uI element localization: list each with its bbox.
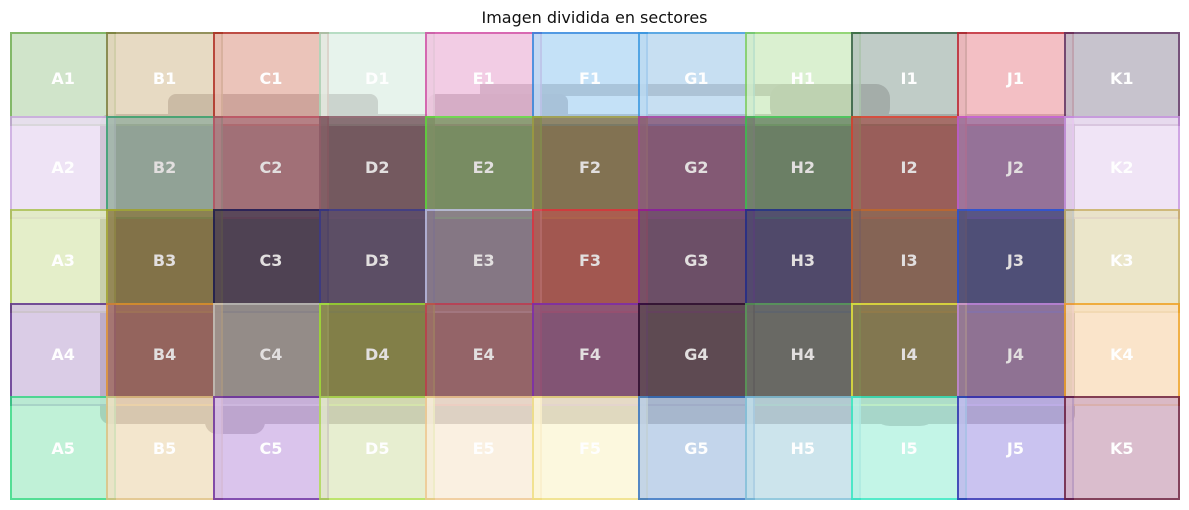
sector-i5	[851, 396, 967, 500]
sector-label: G1	[684, 69, 709, 89]
sector-a1	[10, 32, 116, 126]
sector-label: J5	[1006, 438, 1024, 458]
chart-title: Imagen dividida en sectores	[481, 8, 708, 27]
sector-label: K5	[1110, 438, 1134, 458]
sector-b4	[106, 303, 222, 407]
sector-label: J2	[1006, 157, 1024, 177]
sector-label: A4	[51, 345, 75, 365]
sector-label: H4	[790, 345, 815, 365]
sector-label: J4	[1006, 345, 1024, 365]
sector-label: G4	[684, 345, 709, 365]
sector-g5	[638, 396, 754, 500]
sector-i2	[851, 116, 967, 220]
sector-c4	[213, 303, 329, 407]
sector-label: K2	[1110, 157, 1134, 177]
sector-g3	[638, 209, 754, 313]
sector-label: B4	[152, 345, 177, 365]
sector-h2	[745, 116, 861, 220]
sector-k1	[1064, 32, 1180, 126]
sector-label: C2	[259, 157, 283, 177]
sector-h4	[745, 303, 861, 407]
sector-label: H5	[790, 438, 815, 458]
sector-b3	[106, 209, 222, 313]
sector-label: E1	[472, 69, 495, 89]
sector-label: G2	[684, 157, 709, 177]
sector-i4	[851, 303, 967, 407]
sector-b2	[106, 116, 222, 220]
sector-e1	[425, 32, 541, 126]
sector-e5	[425, 396, 541, 500]
sector-label: B5	[152, 438, 177, 458]
sector-k3	[1064, 209, 1180, 313]
sector-d3	[319, 209, 435, 313]
sector-label: H1	[790, 69, 815, 89]
sector-g4	[638, 303, 754, 407]
sector-f2	[532, 116, 648, 220]
sector-label: E3	[472, 251, 495, 271]
sector-label: F5	[578, 438, 602, 458]
sector-label: A1	[51, 69, 75, 89]
sector-e3	[425, 209, 541, 313]
sector-f3	[532, 209, 648, 313]
sector-j2	[957, 116, 1073, 220]
sector-label: J1	[1006, 69, 1024, 89]
sector-d4	[319, 303, 435, 407]
sector-i3	[851, 209, 967, 313]
sector-d1	[319, 32, 435, 126]
sector-label: K4	[1110, 345, 1134, 365]
sector-j3	[957, 209, 1073, 313]
sector-k4	[1064, 303, 1180, 407]
sector-label: C3	[259, 251, 283, 271]
sector-a3	[10, 209, 116, 313]
sector-label: I4	[900, 345, 918, 365]
sector-k2	[1064, 116, 1180, 220]
sector-d5	[319, 396, 435, 500]
sector-j1	[957, 32, 1073, 126]
sector-label: E5	[472, 438, 495, 458]
sector-c2	[213, 116, 329, 220]
sector-label: J3	[1006, 251, 1024, 271]
sector-g2	[638, 116, 754, 220]
sector-label: I1	[900, 69, 918, 89]
sector-label: D1	[365, 69, 390, 89]
sector-h3	[745, 209, 861, 313]
sector-c5	[213, 396, 329, 500]
sector-j4	[957, 303, 1073, 407]
sector-label: C1	[259, 69, 283, 89]
sector-b1	[106, 32, 222, 126]
sector-label: B3	[152, 251, 177, 271]
sector-label: F3	[578, 251, 602, 271]
sector-label: K1	[1110, 69, 1134, 89]
sector-b5	[106, 396, 222, 500]
sector-label: F1	[578, 69, 602, 89]
sector-label: C5	[259, 438, 283, 458]
sector-label: I5	[900, 438, 918, 458]
sector-f5	[532, 396, 648, 500]
sector-a2	[10, 116, 116, 220]
sector-c1	[213, 32, 329, 126]
sector-label: H3	[790, 251, 815, 271]
sector-label: G3	[684, 251, 709, 271]
sector-j5	[957, 396, 1073, 500]
sector-e2	[425, 116, 541, 220]
sector-h1	[745, 32, 861, 126]
sector-label: F4	[578, 345, 602, 365]
sector-d2	[319, 116, 435, 220]
sector-label: A3	[51, 251, 75, 271]
sector-label: E4	[472, 345, 495, 365]
sector-g1	[638, 32, 754, 126]
sector-label: D4	[365, 345, 390, 365]
sector-label: C4	[259, 345, 283, 365]
sector-f1	[532, 32, 648, 126]
sector-label: I3	[900, 251, 918, 271]
sector-label: D3	[365, 251, 390, 271]
sector-a5	[10, 396, 116, 500]
sector-label: G5	[684, 438, 709, 458]
sector-label: I2	[900, 157, 918, 177]
sector-label: K3	[1110, 251, 1134, 271]
sector-h5	[745, 396, 861, 500]
sector-grid-image	[10, 32, 1180, 500]
sector-label: E2	[472, 157, 495, 177]
sector-label: A5	[51, 438, 75, 458]
sector-label: D2	[365, 157, 390, 177]
sector-label: B2	[152, 157, 177, 177]
sector-label: A2	[51, 157, 75, 177]
sector-label: F2	[578, 157, 602, 177]
sector-label: H2	[790, 157, 815, 177]
sector-c3	[213, 209, 329, 313]
sector-a4	[10, 303, 116, 407]
sector-label: D5	[365, 438, 390, 458]
sector-i1	[851, 32, 967, 126]
sector-k5	[1064, 396, 1180, 500]
sector-label: B1	[152, 69, 177, 89]
sector-f4	[532, 303, 648, 407]
sector-e4	[425, 303, 541, 407]
